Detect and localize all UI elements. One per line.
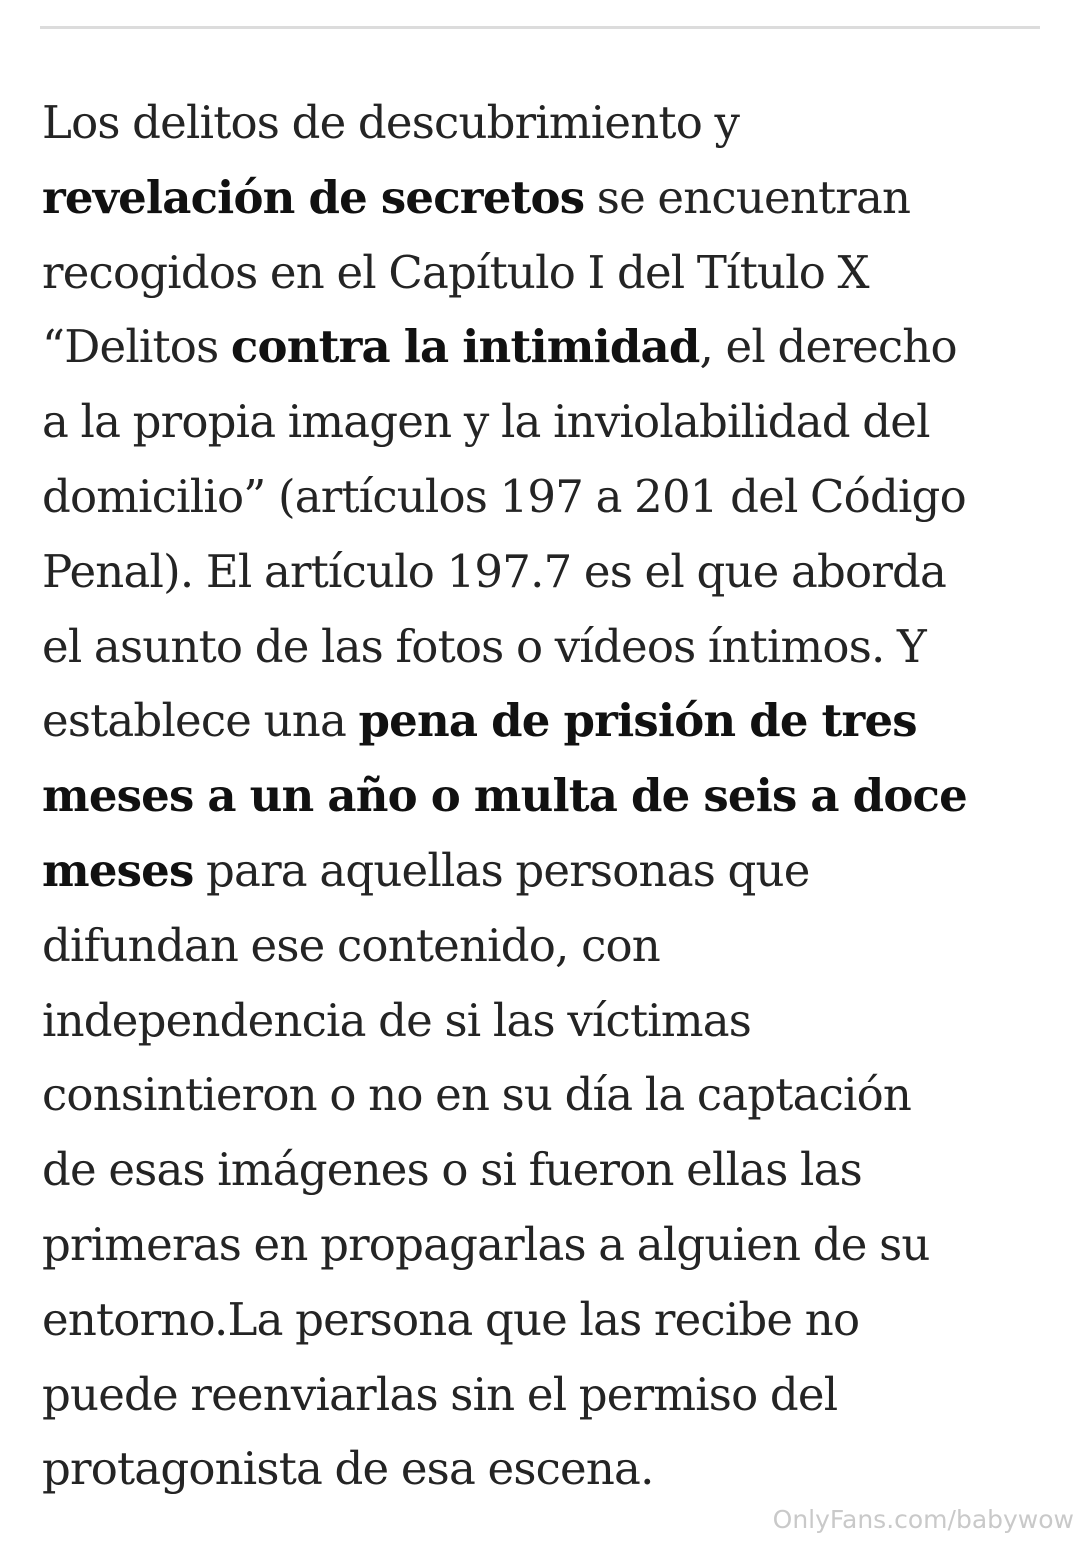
text-line xyxy=(42,86,1052,161)
article-paragraph xyxy=(42,86,1052,1507)
text-line xyxy=(42,161,1052,236)
body-text: Los delitos de descubrimiento y xyxy=(42,96,740,149)
body-text: protagonista de esa escena. xyxy=(42,1442,654,1496)
text-line xyxy=(42,1283,1052,1358)
body-text: puede reenviarlas sin el permiso del xyxy=(42,1367,838,1421)
bold-text: meses a un año o multa de seis a doce xyxy=(42,769,967,823)
body-text: se encuentran xyxy=(584,170,911,224)
body-text: de esas imágenes o si fueron ellas las xyxy=(42,1143,862,1197)
text-line xyxy=(42,684,1052,759)
text-line xyxy=(42,460,1052,535)
text-line xyxy=(42,1208,1052,1283)
body-text: difundan ese contenido, con xyxy=(42,918,660,972)
text-line xyxy=(42,610,1052,685)
body-text: primeras en propagarlas a alguien de su xyxy=(42,1217,930,1271)
text-line xyxy=(42,535,1052,610)
body-text: el asunto de las fotos o vídeos íntimos. Y xyxy=(42,619,926,673)
body-text: establece una xyxy=(42,694,359,748)
text-line xyxy=(42,909,1052,984)
text-line xyxy=(42,385,1052,460)
body-text: , el derecho xyxy=(699,320,957,374)
text-line xyxy=(42,759,1052,834)
bold-text: meses xyxy=(42,843,194,897)
body-text: “Delitos xyxy=(42,320,231,374)
text-line xyxy=(42,834,1052,909)
text-line xyxy=(42,1432,1052,1507)
watermark-text: OnlyFans.com/babywow xyxy=(772,1505,1074,1534)
text-line xyxy=(42,984,1052,1059)
body-text: independencia de si las víctimas xyxy=(42,993,752,1047)
text-line xyxy=(42,1358,1052,1433)
body-text: para aquellas personas que xyxy=(193,843,810,897)
body-text: consintieron o no en su día la captación xyxy=(42,1068,912,1122)
body-text: a la propia imagen y la inviolabilidad del xyxy=(42,395,930,449)
bold-text: pena de prisión de tres xyxy=(358,694,917,748)
body-text: recogidos en el Capítulo I del Título X xyxy=(42,245,869,299)
top-divider xyxy=(40,26,1040,29)
text-line xyxy=(42,1133,1052,1208)
bold-text: contra la intimidad xyxy=(230,320,700,374)
body-text: domicilio” (artículos 197 a 201 del Código xyxy=(42,469,966,523)
body-text: entorno.La persona que las recibe no xyxy=(42,1292,860,1346)
text-line xyxy=(42,1058,1052,1133)
bold-text: revelación de secretos xyxy=(42,170,585,224)
body-text: Penal). El artículo 197.7 es el que aborda xyxy=(42,544,947,598)
text-line xyxy=(42,310,1052,385)
text-line xyxy=(42,236,1052,311)
